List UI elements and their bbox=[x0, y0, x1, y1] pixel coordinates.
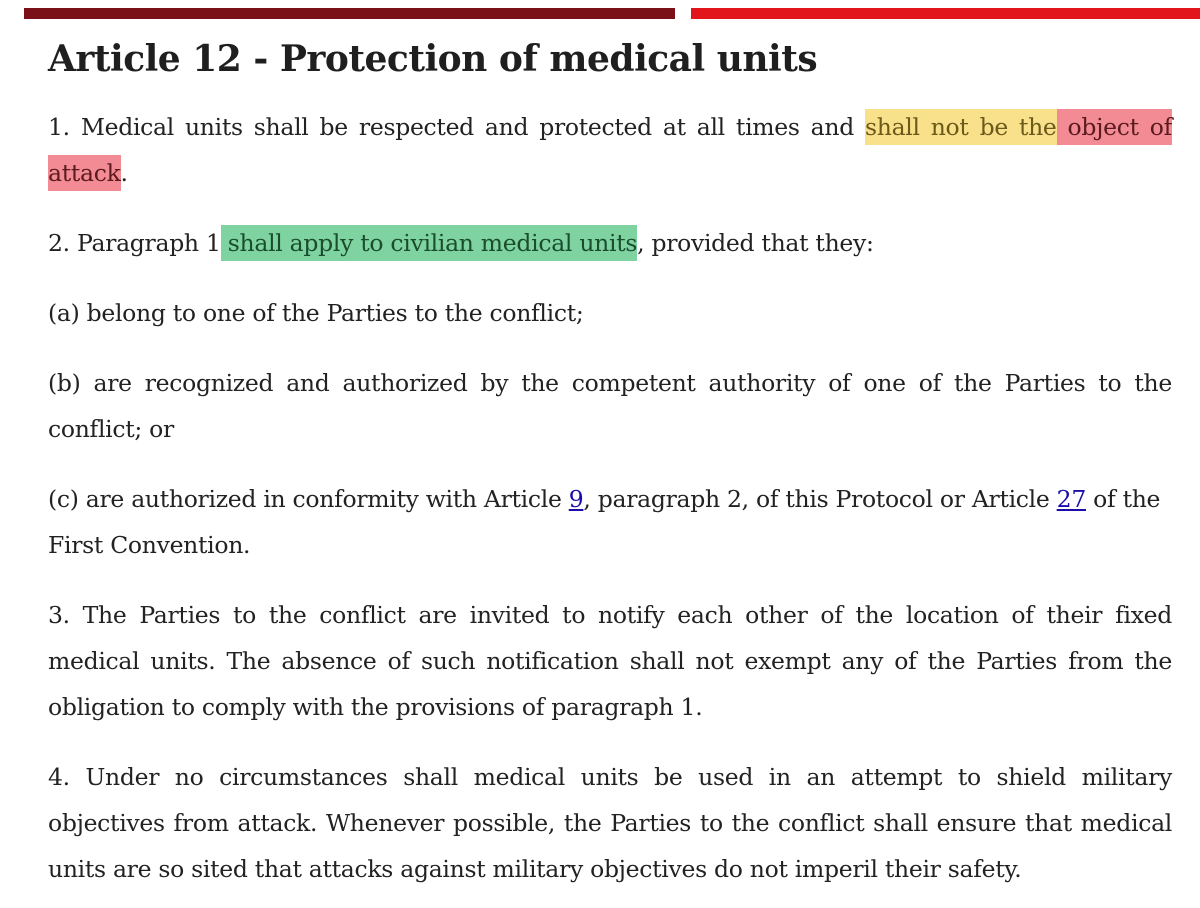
paragraph-3: 3. The Parties to the conflict are invited to notify each other of the location of their fixed medical units. The absence of such notification shall not exempt any of the Parties from the obligation to comply with the provisions of paragraph 1. bbox=[48, 601, 1172, 721]
highlight-green: shall apply to civilian medical units bbox=[221, 225, 638, 261]
paragraph-1 bbox=[48, 104, 1172, 196]
paragraph-2-text: 2. Paragraph 1 bbox=[48, 229, 221, 257]
paragraph-1-end: . bbox=[120, 159, 128, 187]
paragraph-c-text-1: (c) are authorized in conformity with Article bbox=[48, 485, 569, 513]
paragraph-c-text-3: of the First Convention. bbox=[48, 485, 1161, 559]
highlight-yellow: shall not be the bbox=[865, 109, 1057, 145]
header-bar-bright bbox=[691, 8, 1200, 19]
paragraph-4: 4. Under no circumstances shall medical units be used in an attempt to shield military objectives from attack. Whenever possible, the Parties to the conflict shall ensure that medical units are so sited that attacks against military objectives do not imperil their safety. bbox=[48, 763, 1172, 883]
paragraph-c bbox=[48, 476, 1172, 568]
paragraph-2-end: , provided that they: bbox=[637, 229, 874, 257]
article-title: Article 12 - Protection of medical units bbox=[48, 38, 818, 80]
link-article-9[interactable]: 9 bbox=[568, 485, 584, 513]
header-bars bbox=[0, 8, 1200, 20]
paragraph-2 bbox=[48, 220, 1172, 266]
paragraph-a: (a) belong to one of the Parties to the conflict; bbox=[48, 299, 584, 327]
article-content bbox=[48, 36, 1172, 892]
paragraph-b: (b) are recognized and authorized by the competent authority of one of the Parties to the conflict; or bbox=[48, 369, 1172, 443]
paragraph-1-text: 1. Medical units shall be respected and protected at all times and bbox=[48, 113, 865, 141]
header-bar-dark bbox=[24, 8, 675, 19]
link-article-27[interactable]: 27 bbox=[1056, 485, 1086, 513]
paragraph-c-text-2: , paragraph 2, of this Protocol or Article bbox=[583, 485, 1057, 513]
highlight-red: object of attack bbox=[48, 109, 1172, 191]
